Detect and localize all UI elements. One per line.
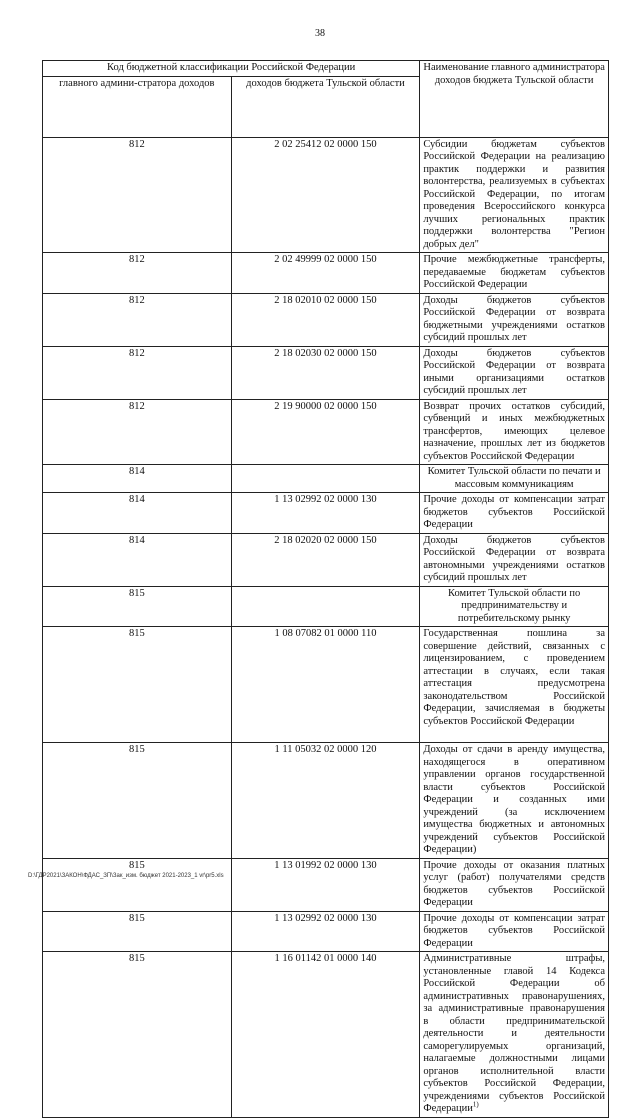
table-row [43,465,609,493]
income-code-cell [231,627,420,743]
income-name-cell-text: Доходы бюджетов субъектов Российской Федерации от возврата иными организациями остатков субсидий прошлых лет [423,347,605,396]
income-name-cell [420,137,609,253]
admin-code-cell [43,137,232,253]
income-name-cell [420,743,609,859]
income-name-cell-text: Субсидии бюджетам субъектов Российской Федерации на реализацию практик поддержки и развития волонтерства, реализуемых в субъектах Российской Федерации, по итогам проведения Всероссийского конкурса лучших региональных практик поддержки волонтерства "Регион добрых дел" [423,138,605,250]
income-code-cell-text: 2 18 02020 02 0000 150 [274,534,377,546]
admin-code-cell-text: 812 [128,347,145,359]
admin-code-cell [43,586,232,627]
header-admin-code: главного админи-стратора доходов [43,76,232,137]
income-name-cell [420,399,609,465]
table-row [43,627,609,743]
admin-code-cell [43,743,232,859]
admin-code-cell-text: 812 [128,400,145,412]
header-income-code: доходов бюджета Тульской области [231,76,420,137]
income-code-cell-text: 2 18 02030 02 0000 150 [274,347,377,359]
admin-code-cell [43,858,232,911]
income-name-cell-text: Доходы от сдачи в аренду имущества, находящегося в оперативном управлении органов государственной власти субъектов Российской Федерации и созданных ими учреждений (за исключением имущества бюджетных и автономных учреждений субъектов Российской Федерации) [423,744,605,855]
income-code-cell [231,911,420,952]
admin-code-cell-text: 814 [128,534,145,546]
income-code-cell [231,493,420,534]
admin-code-cell [43,952,232,1118]
table-row [43,858,609,911]
income-name-cell-text: Комитет Тульской области по предпринимательству и потребительскому рынку [448,587,581,624]
table-row [43,586,609,627]
income-name-cell-text: Административные штрафы, установленные главой 14 Кодекса Российской Федерации об административных правонарушениях, за административные правонарушения в области предпринимательской деятельности и деятельности саморегулируемых организаций, налагаемые должностными лицами органов исполнительной власти субъектов Российской Федерации, учреждениями субъектов Российской Федерации [423,953,605,1114]
income-code-cell [231,253,420,294]
income-name-cell-text: Доходы бюджетов субъектов Российской Федерации от возврата автономными учреждениями остатков субсидий прошлых лет [423,534,605,583]
admin-code-cell-text: 814 [128,466,145,477]
admin-code-cell-text: 815 [128,859,145,871]
income-name-cell-text: Прочие доходы от оказания платных услуг (работ) получателями средств бюджетов субъектов Российской Федерации [423,859,605,908]
income-code-cell [231,586,420,627]
footnote-marker: 1) [472,1100,479,1109]
income-name-cell [420,346,609,399]
income-code-cell [231,293,420,346]
page-number: 38 [315,28,325,39]
income-code-cell-text: 1 13 02992 02 0000 130 [274,494,377,505]
admin-code-cell [43,627,232,743]
table-row [43,137,609,253]
admin-code-cell-text: 815 [128,744,145,755]
income-name-cell-text: Государственная пошлина за совершение действий, связанных с лицензированием, с проведением аттестации в случаях, если такая аттестация предусмотрена законодательством Российской Федерации, зачисляемая в бюджеты субъектов Российской Федерации [423,628,605,727]
income-name-cell-text: Прочие межбюджетные трансферты, передаваемые бюджетам субъектов Российской Федерации [423,254,605,290]
admin-code-cell-text: 812 [128,254,145,265]
table-body [43,137,609,1117]
table-row [43,533,609,586]
income-code-cell-text: 2 02 49999 02 0000 150 [274,254,377,265]
income-name-cell [420,465,609,493]
table-row [43,952,609,1118]
table-row [43,911,609,952]
table-row [43,493,609,534]
income-name-cell [420,253,609,294]
income-name-cell-text: Возврат прочих остатков субсидий, субвенций и иных межбюджетных трансфертов, имеющих целевое назначение, прошлых лет из бюджетов субъектов Российской Федерации [423,400,605,462]
admin-code-cell [43,493,232,534]
admin-code-cell [43,253,232,294]
table-row [43,399,609,465]
admin-code-cell [43,293,232,346]
income-code-cell [231,952,420,1118]
income-name-cell-text: Комитет Тульской области по печати и массовым коммуникациям [427,466,601,490]
income-name-cell-text: Прочие доходы от компенсации затрат бюджетов субъектов Российской Федерации [423,912,605,949]
admin-code-cell [43,399,232,465]
income-code-cell-text: 1 13 01992 02 0000 130 [274,859,377,871]
admin-code-cell-text: 814 [128,494,145,505]
income-code-cell-text: 1 11 05032 02 0000 120 [274,744,377,755]
income-code-cell-text: 1 16 01142 01 0000 140 [274,953,377,964]
income-code-cell [231,346,420,399]
income-name-cell [420,627,609,743]
table-row [43,743,609,859]
income-name-cell [420,586,609,627]
income-name-cell [420,533,609,586]
income-name-cell [420,911,609,952]
income-code-cell [231,743,420,859]
income-code-cell-text: 2 18 02010 02 0000 150 [274,294,377,306]
income-code-cell [231,137,420,253]
revenue-admin-table [42,60,609,1118]
income-code-cell [231,465,420,493]
income-name-cell [420,952,609,1118]
income-code-cell [231,533,420,586]
table-row [43,293,609,346]
admin-code-cell-text: 815 [128,953,145,964]
table-row [43,253,609,294]
income-code-cell [231,399,420,465]
admin-code-cell-text: 815 [128,587,145,599]
income-code-cell-text: 1 08 07082 01 0000 110 [274,628,377,639]
table-header [43,61,609,138]
income-code-cell-text: 1 13 02992 02 0000 130 [274,912,377,924]
admin-code-cell-text: 812 [128,138,145,150]
admin-code-cell [43,911,232,952]
file-path-footer: D:\ГДР2021\ЗАКОН\ФДАС_ЗП\Зак_изм. бюджет 2021-2023_1 vr\pr5.xls [28,873,224,879]
admin-code-cell [43,346,232,399]
header-code-group: Код бюджетной классификации Российской Федерации [43,61,420,77]
admin-code-cell-text: 815 [128,628,145,639]
income-name-cell-text: Доходы бюджетов субъектов Российской Федерации от возврата бюджетными учреждениями остатков субсидий прошлых лет [423,294,605,343]
income-name-cell [420,293,609,346]
income-name-cell [420,493,609,534]
income-name-cell-text: Прочие доходы от компенсации затрат бюджетов субъектов Российской Федерации [423,494,605,530]
admin-code-cell [43,533,232,586]
table-row [43,346,609,399]
income-code-cell-text: 2 19 90000 02 0000 150 [274,400,377,412]
admin-code-cell [43,465,232,493]
admin-code-cell-text: 812 [128,294,145,306]
income-code-cell-text: 2 02 25412 02 0000 150 [274,138,377,150]
admin-code-cell-text: 815 [128,912,145,924]
income-code-cell [231,858,420,911]
income-name-cell [420,858,609,911]
header-admin-name: Наименование главного администратора доходов бюджета Тульской области [420,61,609,138]
